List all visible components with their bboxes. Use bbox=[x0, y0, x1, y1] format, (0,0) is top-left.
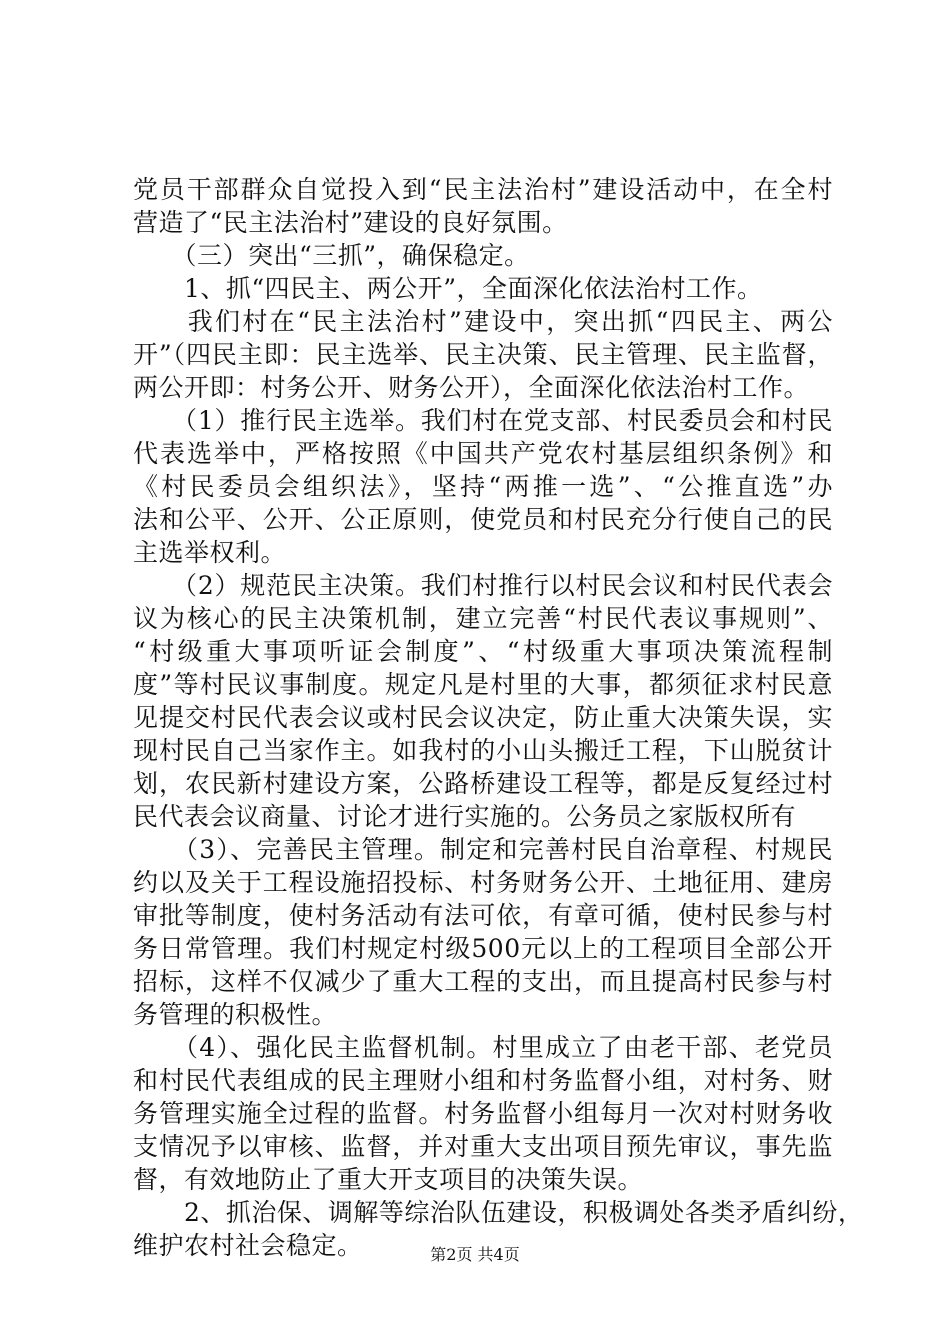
text-line: 务管理实施全过程的监督。村务监督小组每月一次对村财务收 bbox=[133, 1099, 833, 1128]
page-footer bbox=[0, 1244, 950, 1266]
page-number: 第2页 共4页 bbox=[430, 1245, 520, 1264]
text-line: 督，有效地防止了重大开支项目的决策失误。 bbox=[133, 1165, 644, 1194]
text-line: 见提交村民代表会议或村民会议决定，防止重大决策失误，实 bbox=[133, 703, 833, 732]
text-line: 审批等制度，使村务活动有法可依，有章可循，使村民参与村 bbox=[133, 901, 833, 930]
section-heading: （三）突出“三抓”，确保稳定。 bbox=[133, 241, 530, 270]
text-line: 民代表会议商量、讨论才进行实施的。公务员之家版权所有 bbox=[133, 802, 797, 831]
text-line: 度”等村民议事制度。规定凡是村里的大事，都须征求村民意 bbox=[133, 670, 833, 699]
text-line: 营造了“民主法治村”建设的良好氛围。 bbox=[133, 208, 568, 237]
text-line: 务管理的积极性。 bbox=[133, 1000, 338, 1029]
text-line: 招标，这样不仅减少了重大工程的支出，而且提高村民参与村 bbox=[133, 967, 833, 996]
text-line: “村级重大事项听证会制度”、“村级重大事项决策流程制 bbox=[133, 637, 833, 666]
text-line: 维护农村社会稳定。 bbox=[133, 1231, 363, 1260]
text-line: 我们村在“民主法治村”建设中，突出抓“四民主、两公 bbox=[133, 307, 833, 336]
text-line: （2）规范民主决策。我们村推行以村民会议和村民代表会 bbox=[133, 571, 833, 600]
text-line: （1）推行民主选举。我们村在党支部、村民委员会和村民 bbox=[133, 406, 833, 435]
text-line: 主选举权利。 bbox=[133, 538, 287, 567]
text-line: 《村民委员会组织法》，坚持“两推一选”、“公推直选”办 bbox=[133, 472, 833, 501]
document-body bbox=[133, 173, 864, 1262]
subsection-heading: 1、抓“四民主、两公开”，全面深化依法治村工作。 bbox=[133, 274, 763, 303]
text-line: （4）、强化民主监督机制。村里成立了由老干部、老党员 bbox=[133, 1033, 833, 1062]
text-line: 议为核心的民主决策机制，建立完善“村民代表议事规则”、 bbox=[133, 604, 833, 633]
text-line: 约以及关于工程设施招投标、村务财务公开、土地征用、建房 bbox=[133, 868, 833, 897]
text-line: 开”（四民主即：民主选举、民主决策、民主管理、民主监督， bbox=[133, 340, 833, 369]
text-line: 2、抓治保、调解等综治队伍建设，积极调处各类矛盾纠纷， bbox=[133, 1198, 864, 1227]
text-line: 两公开即：村务公开、财务公开），全面深化依法治村工作。 bbox=[133, 373, 810, 402]
text-line: 法和公平、公开、公正原则，使党员和村民充分行使自己的民 bbox=[133, 505, 833, 534]
text-line: 务日常管理。我们村规定村级500元以上的工程项目全部公开 bbox=[133, 934, 833, 963]
text-line: 代表选举中，严格按照《中国共产党农村基层组织条例》和 bbox=[133, 439, 833, 468]
text-line: 划，农民新村建设方案，公路桥建设工程等，都是反复经过村 bbox=[133, 769, 833, 798]
text-line: 党员干部群众自觉投入到“民主法治村”建设活动中，在全村 bbox=[133, 175, 833, 204]
text-line: 支情况予以审核、监督，并对重大支出项目预先审议，事先监 bbox=[133, 1132, 833, 1161]
text-line: 现村民自己当家作主。如我村的小山头搬迁工程，下山脱贫计 bbox=[133, 736, 833, 765]
text-line: （3）、完善民主管理。制定和完善村民自治章程、村规民 bbox=[133, 835, 833, 864]
text-line: 和村民代表组成的民主理财小组和村务监督小组，对村务、财 bbox=[133, 1066, 833, 1095]
